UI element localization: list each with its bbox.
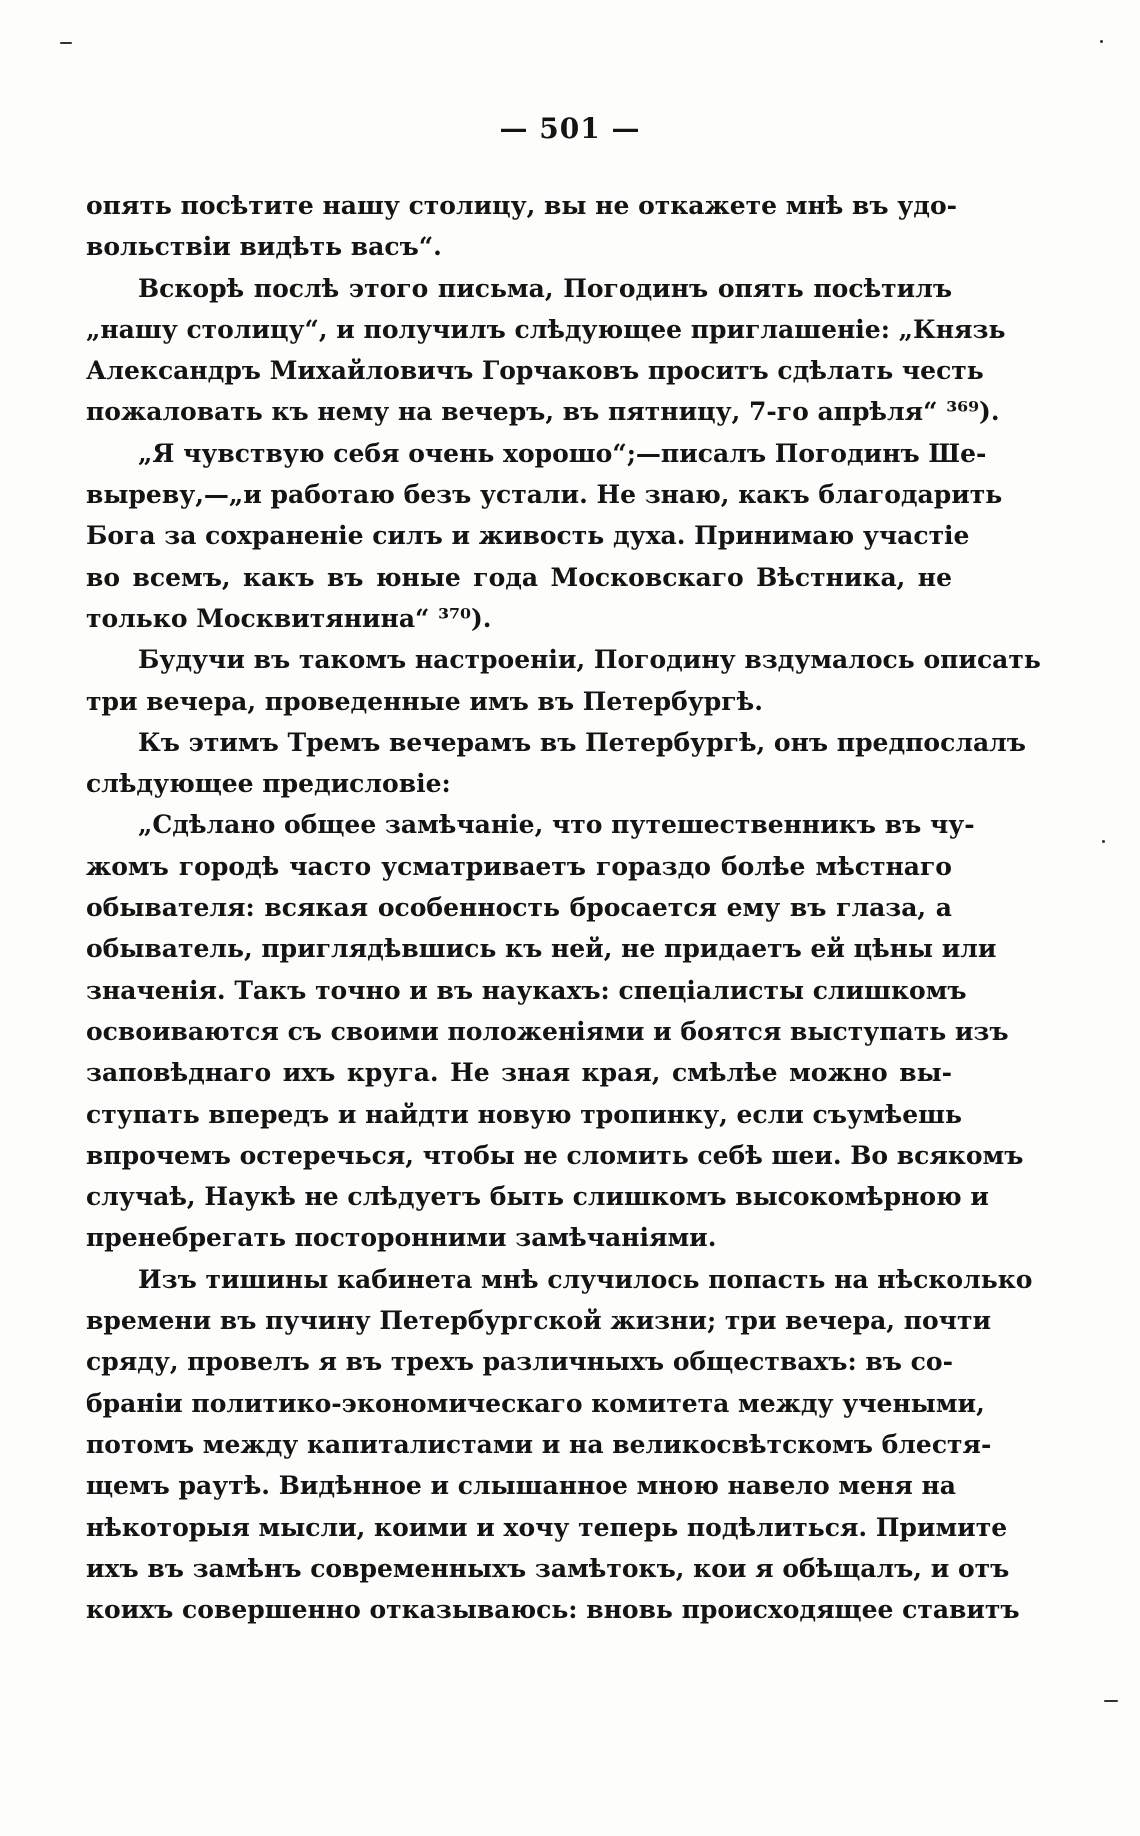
text-line: три вечера, проведенные имъ въ Петербургѣ. — [86, 686, 763, 716]
text-line: Изъ тишины кабинета мнѣ случилось попасть на нѣсколько — [138, 1264, 1033, 1294]
text-line: Александръ Михайловичъ Горчаковъ проситъ сдѣлать честь — [86, 356, 984, 386]
body-text — [86, 185, 1041, 1630]
text-line: Къ этимъ Тремъ вечерамъ въ Петербургѣ, онъ предпослалъ — [138, 727, 1026, 757]
text-line: „нашу столицу“, и получилъ слѣдующее приглашеніе: „Князь — [86, 314, 1006, 344]
text-line: Вскорѣ послѣ этого письма, Погодинъ опять посѣтилъ — [138, 273, 952, 303]
paragraph — [86, 1259, 1033, 1631]
text-line: сряду, провелъ я въ трехъ различныхъ обществахъ: въ со- — [86, 1347, 953, 1377]
text-line: вольствіи видѣть васъ“. — [86, 232, 442, 262]
scan-speck — [60, 42, 72, 44]
text-line: только Москвитянина“ ³⁷⁰). — [86, 603, 492, 633]
text-line: щемъ раутѣ. Видѣнное и слышанное мною навело меня на — [86, 1471, 957, 1501]
text-line: „Сдѣлано общее замѣчаніе, что путешественникъ въ чу- — [138, 810, 975, 840]
text-line: ступать впередъ и найдти новую тропинку, если съумѣешь — [86, 1099, 962, 1129]
text-line: заповѣднаго ихъ круга. Не зная края, смѣлѣе можно вы- — [86, 1058, 952, 1088]
text-line: браніи политико-экономическаго комитета между учеными, — [86, 1388, 985, 1418]
paragraph — [86, 804, 1024, 1258]
text-line: нѣкоторыя мысли, коими и хочу теперь подѣлиться. Примите — [86, 1512, 1008, 1542]
text-line: Будучи въ такомъ настроеніи, Погодину вздумалось описать — [138, 645, 1041, 675]
text-line: впрочемъ остеречься, чтобы не сломить себѣ шеи. Во всякомъ — [86, 1140, 1024, 1170]
paragraph — [86, 639, 1041, 722]
text-line: значенія. Такъ точно и въ наукахъ: спеціалисты слишкомъ — [86, 975, 967, 1005]
paragraph — [86, 433, 1003, 639]
text-line: обывателя: всякая особенность бросается ему въ глаза, а — [86, 893, 952, 923]
text-line: выреву,—„и работаю безъ устали. Не знаю, какъ благодарить — [86, 480, 1003, 510]
text-line: пожаловать къ нему на вечеръ, въ пятницу, 7-го апрѣля“ ³⁶⁹). — [86, 397, 1000, 427]
text-line: „Я чувствую себя очень хорошо“;—писалъ Погодинъ Ше- — [138, 438, 987, 468]
text-line: опять посѣтите нашу столицу, вы не откажете мнѣ въ удо- — [86, 191, 957, 220]
text-line: потомъ между капиталистами и на великосвѣтскомъ блестя- — [86, 1429, 992, 1459]
text-line: жомъ городѣ часто усматриваетъ гораздо болѣе мѣстнаго — [86, 851, 952, 881]
text-line: Бога за сохраненіе силъ и живость духа. Принимаю участіе — [86, 521, 970, 551]
text-line: слѣдующее предисловіе: — [86, 769, 451, 799]
scan-speck — [1102, 840, 1105, 843]
scan-speck — [1100, 40, 1103, 43]
scan-speck — [1104, 1700, 1118, 1702]
text-line: во всемъ, какъ въ юные года Московскаго Вѣстника, не — [86, 562, 952, 592]
text-line: пренебрегать посторонними замѣчаніями. — [86, 1223, 717, 1253]
paragraph — [86, 722, 1026, 805]
paragraph — [86, 268, 1006, 433]
text-line: ихъ въ замѣнъ современныхъ замѣтокъ, кои я обѣщалъ, и отъ — [86, 1553, 1010, 1583]
text-line: освоиваются съ своими положеніями и боятся выступать изъ — [86, 1016, 1009, 1046]
text-line: коихъ совершенно отказываюсь: вновь происходящее ставитъ — [86, 1595, 1020, 1625]
text-line: времени въ пучину Петербургской жизни; три вечера, почти — [86, 1306, 991, 1336]
paragraph — [86, 185, 957, 268]
page-number: — 501 — — [499, 112, 641, 145]
text-line: обыватель, приглядѣвшись къ ней, не придаетъ ей цѣны или — [86, 934, 997, 964]
text-line: случаѣ, Наукѣ не слѣдуетъ быть слишкомъ высокомѣрною и — [86, 1182, 989, 1212]
